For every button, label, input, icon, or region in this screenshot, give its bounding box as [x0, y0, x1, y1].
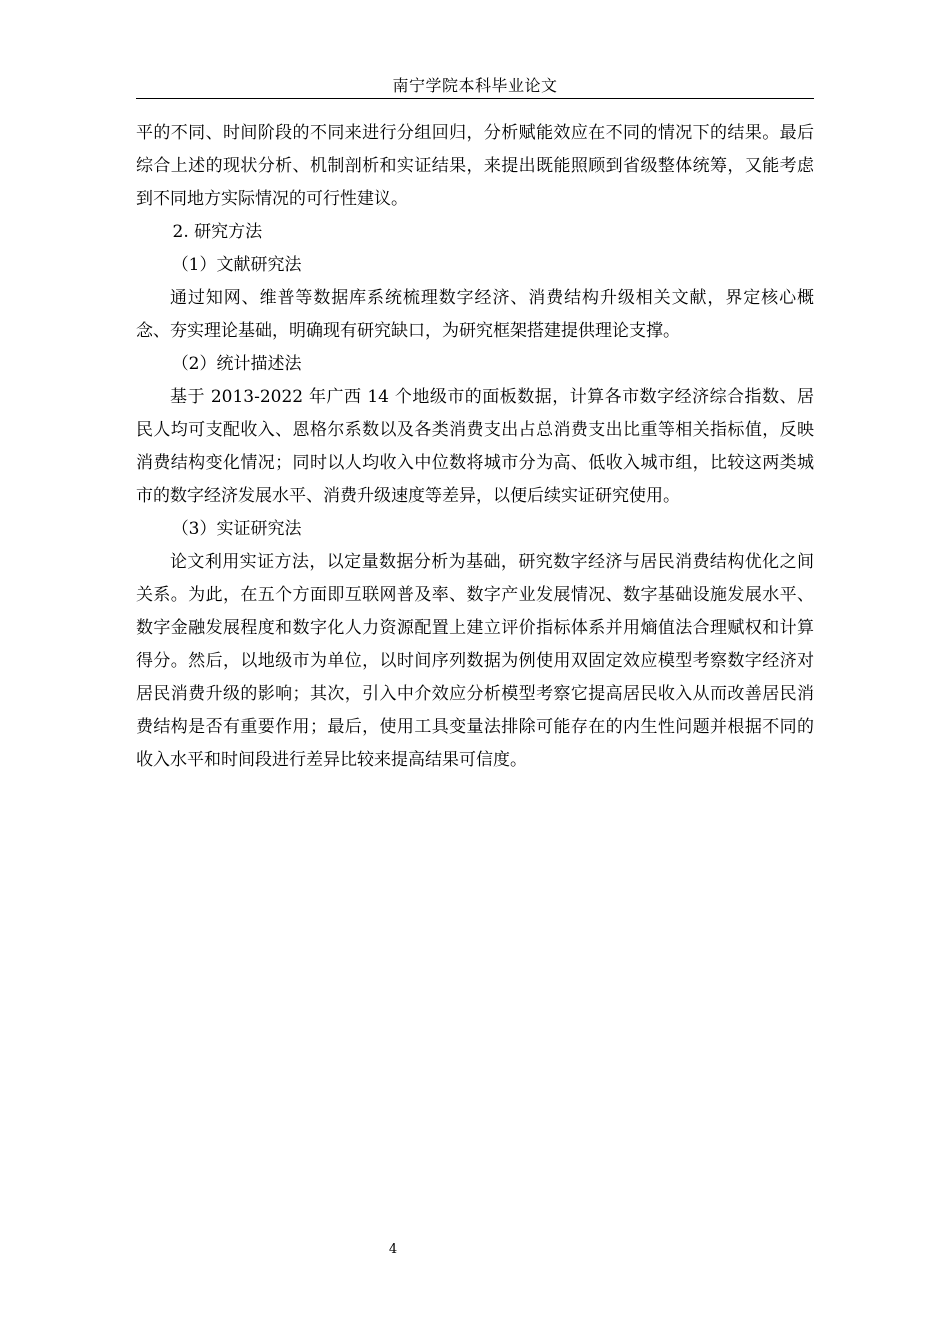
page-number: 4	[388, 1242, 398, 1257]
section-heading-methods: 2. 研究方法	[172, 222, 263, 242]
document-body	[136, 117, 814, 777]
subheading-literature-method: （1）文献研究法	[171, 255, 302, 275]
paragraph-continued: 平的不同、时间阶段的不同来进行分组回归，分析赋能效应在不同的情况下的结果。最后综合上述的现状分析、机制剖析和实证结果，来提出既能照顾到省级整体统筹，又能考虑到不同地方实际情况的可行性建议。	[136, 123, 814, 209]
paragraph-literature-method: 通过知网、维普等数据库系统梳理数字经济、消费结构升级相关文献，界定核心概念、夯实理论基础，明确现有研究缺口，为研究框架搭建提供理论支撑。	[136, 288, 814, 341]
subheading-empirical-method: （3）实证研究法	[171, 519, 302, 539]
subheading-statistics-method: （2）统计描述法	[171, 354, 302, 374]
page-header	[136, 76, 814, 99]
paragraph-statistics-method: 基于 2013-2022 年广西 14 个地级市的面板数据，计算各市数字经济综合指数、居民人均可支配收入、恩格尔系数以及各类消费支出占总消费支出比重等相关指标值，反映消费结构变化情况；同时以人均收入中位数将城市分为高、低收入城市组，比较这两类城市的数字经济发展水平、消费升级速度等差异，以便后续实证研究使用。	[136, 387, 814, 506]
header-title: 南宁学院本科毕业论文	[392, 76, 558, 95]
paragraph-empirical-method: 论文利用实证方法，以定量数据分析为基础，研究数字经济与居民消费结构优化之间关系。为此，在五个方面即互联网普及率、数字产业发展情况、数字基础设施发展水平、数字金融发展程度和数字化人力资源配置上建立评价指标体系并用熵值法合理赋权和计算得分。然后，以地级市为单位，以时间序列数据为例使用双固定效应模型考察数字经济对居民消费升级的影响；其次，引入中介效应分析模型考察它提高居民收入从而改善居民消费结构是否有重要作用；最后，使用工具变量法排除可能存在的内生性问题并根据不同的收入水平和时间段进行差异比较来提高结果可信度。	[136, 552, 814, 770]
